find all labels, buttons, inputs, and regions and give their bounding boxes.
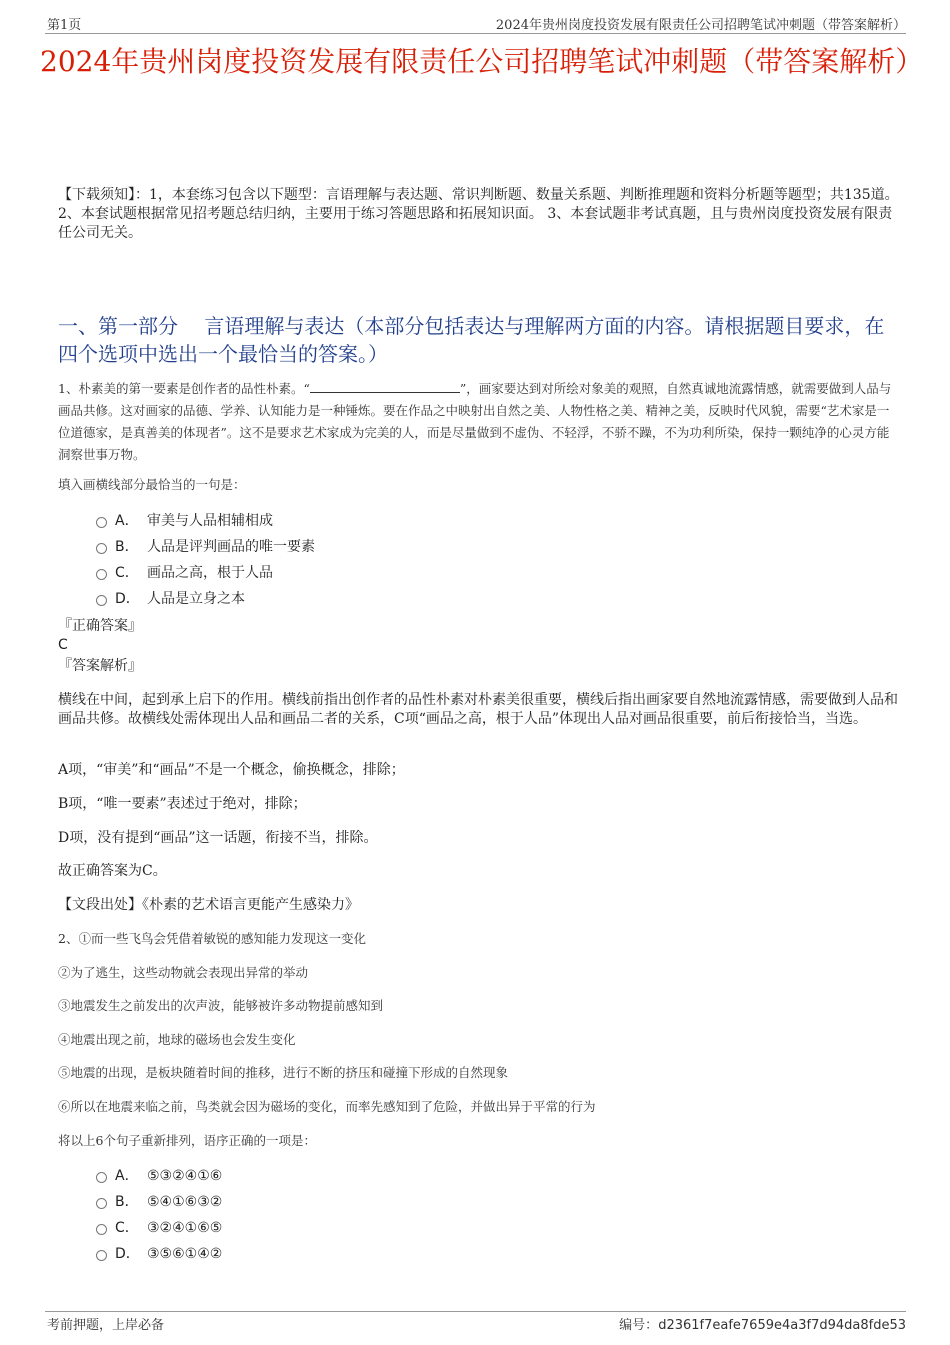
radio-button[interactable] [96,1172,107,1183]
question-1-stem-before: 1、朴素美的第一要素是创作者的品性朴素。“ [58,381,310,396]
option-a[interactable]: A． 审美与人品相辅相成 [96,510,273,532]
radio-button[interactable] [96,1250,107,1261]
radio-button[interactable] [96,1224,107,1235]
radio-button[interactable] [96,1198,107,1209]
analysis-paragraph: D项，没有提到“画品”这一话题，衔接不当，排除。 [58,830,378,846]
download-notice: 【下载须知】：1，本套练习包含以下题型：言语理解与表达题、常识判断题、数量关系题、判断推理题和资料分析题等题型；共135道。 2、本套试题根据常见招考题总结归纳，主要用于练习答题思路和拓展知识面。 3、本套试题非考试真题，且与贵州岗度投资发展有限责任公司无关。 [58,187,899,241]
analysis-paragraph: 横线在中间，起到承上启下的作用。横线前指出创作者的品性朴素对朴素美很重要，横线后指出画家要自然地流露情感，需要做到人品和画品共修。故横线处需体现出人品和画品二者的关系，C项“画品之高，根于人品”体现出人品对画品很重要，前后衔接恰当，当选。 [58,692,898,727]
answer-label: 『正确答案』 [58,618,142,634]
document-code: 编号：d2361f7eafe7659e4a3f7d94da8fde53 [619,1318,906,1333]
question-2-line: ④地震出现之前，地球的磁场也会发生变化 [58,1032,296,1047]
document-title: 2024年贵州岗度投资发展有限责任公司招聘笔试冲刺题（带答案解析） [40,45,924,78]
footer-divider [45,1311,906,1312]
analysis-paragraph: A项，“审美”和“画品”不是一个概念，偷换概念，排除； [58,762,405,778]
question-1-stem-after: ”，画家要达到对所绘对象美的观照，自然真诚地流露情感，就需要做到人品与画品共修。这对画家的品德、学养、认知能力是一种锤炼。要在作品之中映射出自然之美、人物性格之美、精神之美，反映时代风貌，需要“艺术家是一位道德家，是真善美的体现者”。这不是要求艺术家成为完美的人，而是尽量做到不虚伪、不轻浮，不骄不躁，不为功利所染，保持一颗纯净的心灵方能洞察世事万物。 [58,381,892,462]
question-2-line: 2、①而一些飞鸟会凭借着敏锐的感知能力发现这一变化 [58,931,366,946]
radio-button[interactable] [96,595,107,606]
question-1-stem [58,378,900,466]
option-b[interactable]: B． 人品是评判画品的唯一要素 [96,536,315,558]
option-d[interactable]: D． 人品是立身之本 [96,588,245,610]
correct-answer: C [58,637,68,653]
section-heading: 一、第一部分 言语理解与表达（本部分包括表达与理解两方面的内容。请根据题目要求，在四个选项中选出一个最恰当的答案。） [58,314,885,366]
page-number: 第1页 [47,18,82,33]
footer-slogan: 考前押题，上岸必备 [47,1318,165,1333]
analysis-paragraph: 故正确答案为C。 [58,863,167,879]
option-b[interactable]: B． ⑤④①⑥③② [96,1191,222,1213]
analysis-label: 『答案解析』 [58,658,142,674]
answer-blank [310,379,460,393]
option-d[interactable]: D． ③⑤⑥①④② [96,1243,222,1265]
radio-button[interactable] [96,543,107,554]
header-doc-title: 2024年贵州岗度投资发展有限责任公司招聘笔试冲刺题（带答案解析） [495,18,906,33]
question-2-line: ⑤地震的出现，是板块随着时间的推移，进行不断的挤压和碰撞下形成的自然现象 [58,1065,509,1080]
question-2-line: ②为了逃生，这些动物就会表现出异常的举动 [58,965,309,980]
question-2-line: ⑥所以在地震来临之前，鸟类就会因为磁场的变化，而率先感知到了危险，并做出异于平常的行为 [58,1099,596,1114]
question-2-line: ③地震发生之前发出的次声波，能够被许多动物提前感知到 [58,998,384,1013]
option-a[interactable]: A． ⑤③②④①⑥ [96,1165,222,1187]
option-c[interactable]: C． ③②④①⑥⑤ [96,1217,222,1239]
question-1-prompt: 填入画横线部分最恰当的一句是： [58,477,246,492]
source-citation: 【文段出处】《朴素的艺术语言更能产生感染力》 [58,897,359,913]
question-2-prompt: 将以上6个句子重新排列，语序正确的一项是： [58,1133,316,1148]
option-c[interactable]: C． 画品之高，根于人品 [96,562,273,584]
radio-button[interactable] [96,517,107,528]
analysis-paragraph: B项，“唯一要素”表述过于绝对，排除； [58,796,307,812]
header-divider [45,33,906,34]
radio-button[interactable] [96,569,107,580]
